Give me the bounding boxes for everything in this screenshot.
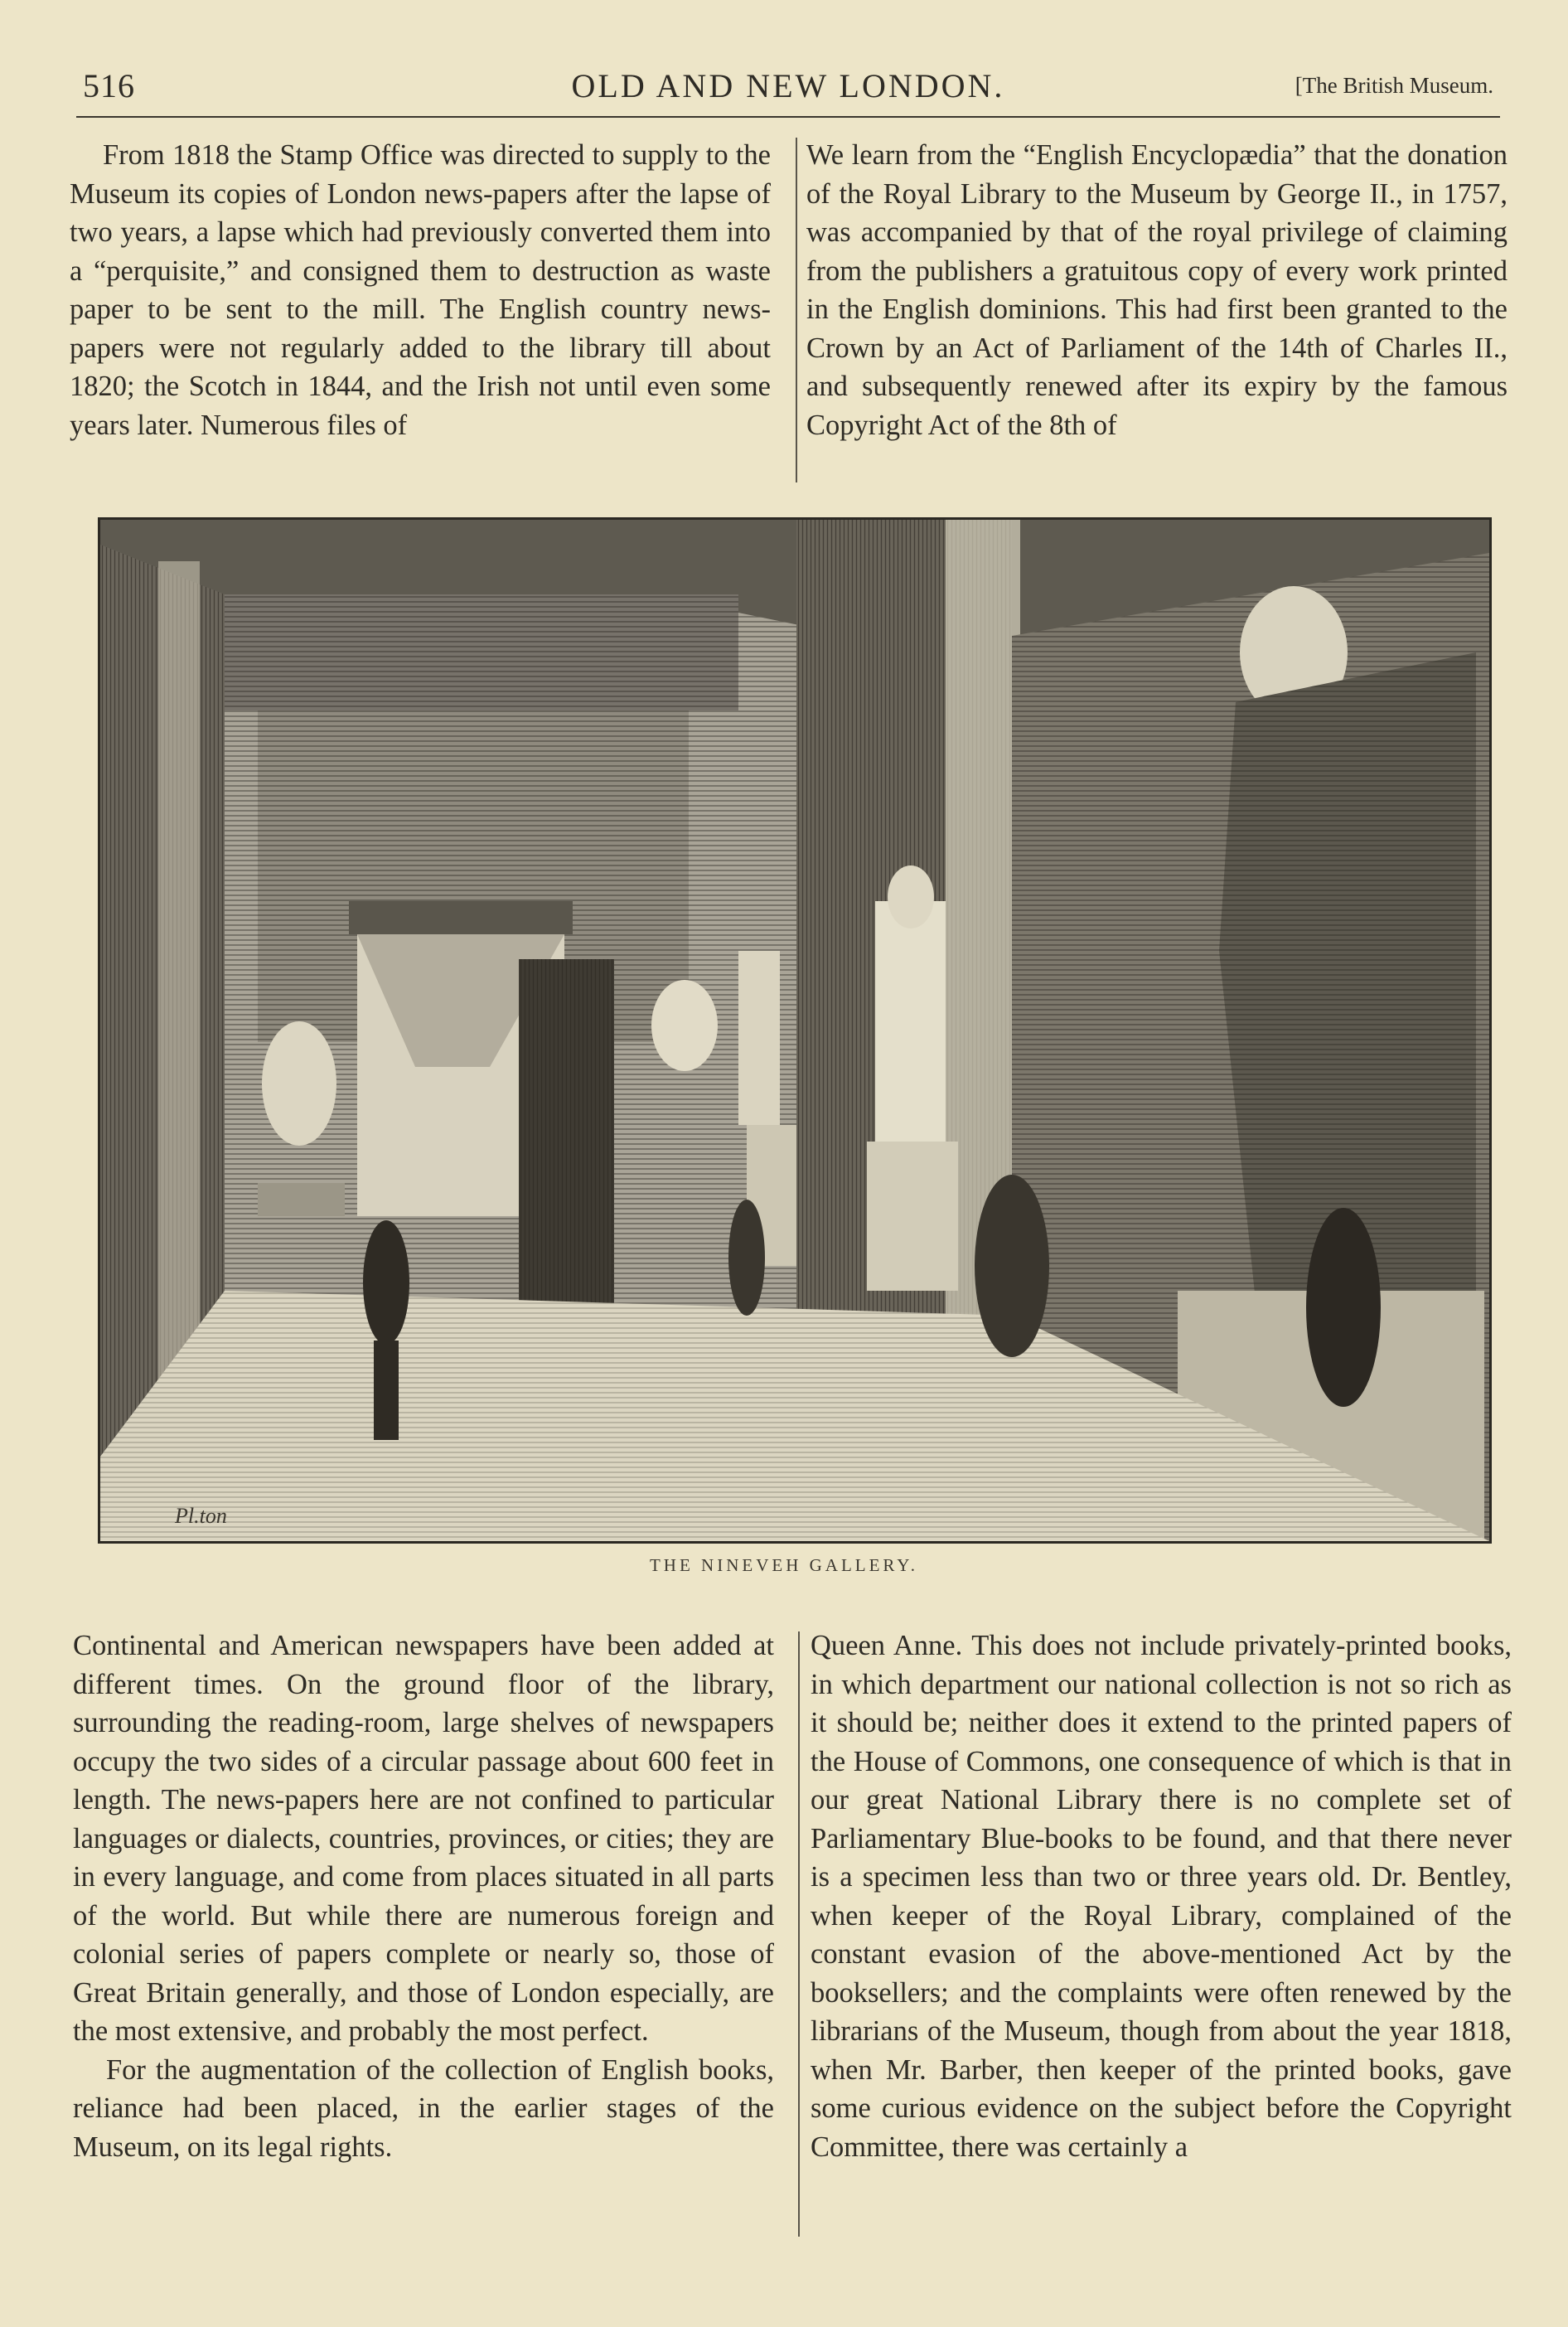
figure-caption: THE NINEVEH GALLERY. — [649, 1555, 918, 1575]
paragraph: We learn from the “English Encyclopædia” that the donation of the Royal Library to the Museum by George II., in 1757, was accompanied by that of the royal privilege of claiming from the publishers a gratuitous copy of every work printed in the English dominions. This had first been granted to the Crown by an Act of Parliament of the 14th of Charles II., and subsequently renewed after its expiry by the famous Copyright Act of the 8th of — [806, 139, 1508, 441]
column-rule — [796, 138, 797, 482]
bottom-left-column — [73, 1626, 774, 2166]
paragraph: Queen Anne. This does not include privately-printed books, in which department our national collection is not so rich as it should be; neither does it extend to the printed papers of the House of Commons, one consequence of which is that in our great National Library there is no complete set of Parliamentary Blue-books to be found, and that there never is a specimen less than two or three years old. Dr. Bentley, when keeper of the Royal Library, complained of the constant evasion of the above-mentioned Act by the booksellers; and the complaints were often renewed by the librarians of the Museum, though from about the year 1818, when Mr. Barber, then keeper of the printed books, gave some curious evidence on the subject before the Copyright Committee, there was certainly a — [811, 1630, 1512, 2163]
top-left-column — [70, 136, 771, 444]
engraving-nineveh-gallery — [98, 517, 1492, 1544]
engraver-signature: Pl.ton — [175, 1504, 227, 1528]
column-rule — [798, 1631, 800, 2237]
paragraph: Continental and American newspapers have been added at different times. On the ground floor of the library, surrounding the reading-room, large shelves of newspapers occupy the two sides of a circular passage about 600 feet in length. The news-papers here are not confined to particular languages or dialects, countries, provinces, or cities; they are in every language, and come from places situated in all parts of the world. But while there are numerous foreign and colonial series of papers complete or nearly so, those of Great Britain generally, and those of London especially, are the most extensive, and probably the most perfect. — [73, 1630, 774, 2047]
top-right-column — [806, 136, 1508, 444]
page-header — [76, 66, 1500, 118]
paragraph: From 1818 the Stamp Office was directed to supply to the Museum its copies of London news-papers after the lapse of two years, a lapse which had previously converted them into a “perquisite,” and consigned them to destruction as waste paper to be sent to the mill. The English country news-papers were not regularly added to the library till about 1820; the Scotch in 1844, and the Irish not until even some years later. Numerous files of — [70, 139, 771, 441]
page-number: 516 — [83, 67, 135, 104]
section-title: [The British Museum. — [1295, 73, 1493, 98]
paragraph: For the augmentation of the collection of English books, reliance had been placed, in the earlier stages of the Museum, on its legal rights. — [73, 2053, 774, 2163]
running-title: OLD AND NEW LONDON. — [571, 67, 1005, 104]
bottom-right-column — [811, 1626, 1512, 2166]
